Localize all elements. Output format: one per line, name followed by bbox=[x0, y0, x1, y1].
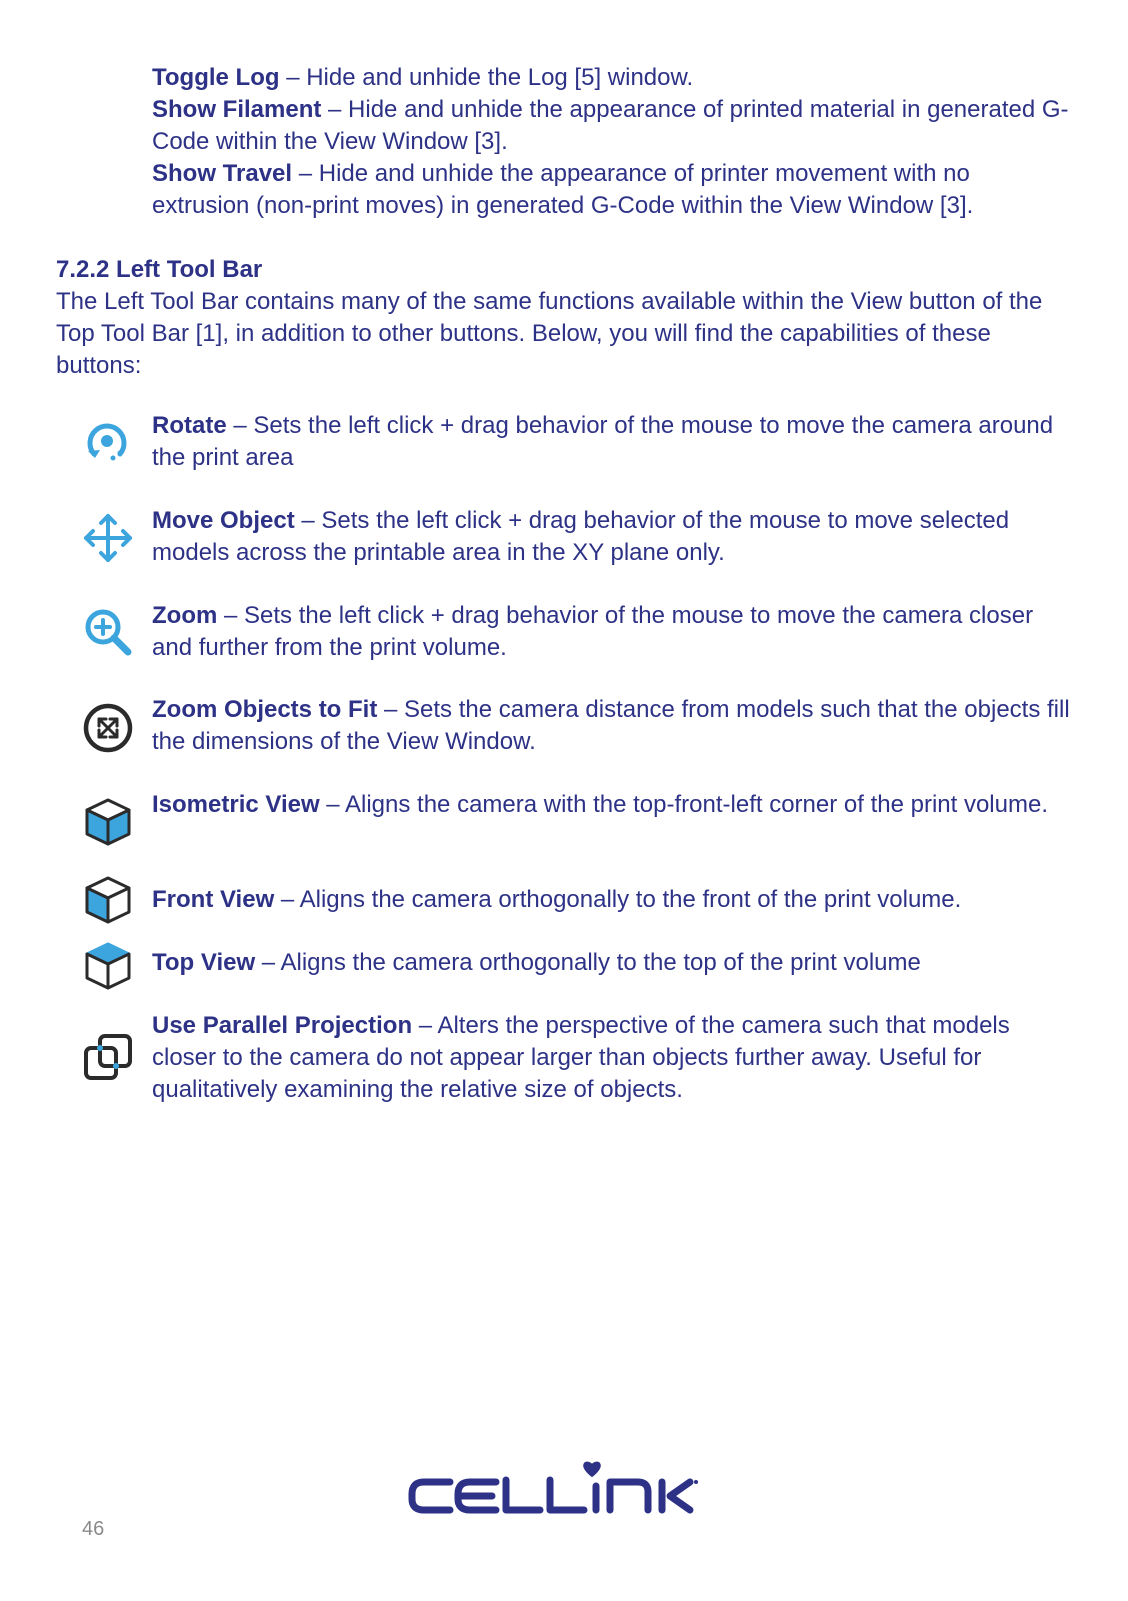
tool-zoom-fit-desc: – Sets the camera distance from models such that the objects fill the dimensions of the View Window. bbox=[152, 696, 1070, 755]
cellink-logo bbox=[406, 1452, 700, 1522]
tool-parallel-projection bbox=[152, 1010, 1072, 1106]
tool-zoom-fit-term: Zoom Objects to Fit bbox=[152, 696, 378, 723]
tool-zoom-objects-to-fit bbox=[152, 694, 1072, 758]
tool-front-view bbox=[152, 884, 1072, 916]
top-view-icon bbox=[80, 938, 136, 994]
show-filament-entry bbox=[152, 94, 1072, 158]
toggle-log-entry bbox=[152, 62, 1072, 94]
tool-move-object bbox=[152, 505, 1072, 569]
show-filament-desc: – Hide and unhide the appearance of printed material in generated G-Code within the View Window [3]. bbox=[152, 96, 1069, 155]
tool-parallel-term: Use Parallel Projection bbox=[152, 1012, 413, 1039]
tool-isometric-desc: – Aligns the camera with the top-front-left corner of the print volume. bbox=[319, 791, 1048, 818]
tool-move-object-desc: – Sets the left click + drag behavior of the mouse to move selected models across the printable area in the XY plane only. bbox=[152, 507, 1010, 566]
parallel-projection-icon bbox=[80, 1030, 136, 1086]
zoom-fit-icon bbox=[80, 700, 136, 756]
tool-rotate-term: Rotate bbox=[152, 412, 227, 439]
toggle-log-term: Toggle Log bbox=[152, 64, 280, 91]
tool-top-view-desc: – Aligns the camera orthogonally to the top of the print volume bbox=[255, 949, 921, 976]
tool-isometric-term: Isometric View bbox=[152, 791, 320, 818]
tool-top-view-term: Top View bbox=[152, 949, 256, 976]
front-view-icon bbox=[80, 872, 136, 928]
page-number: 46 bbox=[82, 1518, 105, 1540]
view-toggle-list bbox=[152, 62, 1072, 222]
zoom-icon bbox=[80, 604, 136, 660]
tool-move-object-term: Move Object bbox=[152, 507, 295, 534]
tool-parallel-desc: – Alters the perspective of the camera such that models closer to the camera do not appear larger than objects further away. Useful for qualitatively examining the relative size of objects. bbox=[152, 1012, 1010, 1103]
show-travel-term: Show Travel bbox=[152, 160, 293, 187]
show-filament-term: Show Filament bbox=[152, 96, 322, 123]
tool-rotate bbox=[152, 410, 1072, 474]
tool-top-view bbox=[152, 947, 1072, 979]
show-travel-entry bbox=[152, 158, 1072, 222]
tool-zoom-term: Zoom bbox=[152, 602, 218, 629]
isometric-view-icon bbox=[80, 794, 136, 850]
tool-rotate-desc: – Sets the left click + drag behavior of the mouse to move the camera around the print area bbox=[152, 412, 1054, 471]
rotate-icon bbox=[80, 414, 136, 470]
section-heading: 7.2.2 Left Tool Bar bbox=[56, 256, 263, 283]
show-travel-desc: – Hide and unhide the appearance of printer movement with no extrusion (non-print moves) in generated G-Code within the View Window [3]. bbox=[152, 160, 974, 219]
move-icon bbox=[80, 510, 136, 566]
section-intro: The Left Tool Bar contains many of the same functions available within the View button of the Top Tool Bar [1], in addition to other buttons. Below, you will find the capabilities of these buttons: bbox=[56, 288, 1043, 379]
tool-front-view-term: Front View bbox=[152, 886, 275, 913]
tool-front-view-desc: – Aligns the camera orthogonally to the front of the print volume. bbox=[274, 886, 962, 913]
toggle-log-desc: – Hide and unhide the Log [5] window. bbox=[279, 64, 694, 91]
tool-zoom bbox=[152, 600, 1072, 664]
tool-zoom-desc: – Sets the left click + drag behavior of the mouse to move the camera closer and further from the print volume. bbox=[152, 602, 1034, 661]
tool-isometric-view bbox=[152, 789, 1072, 821]
